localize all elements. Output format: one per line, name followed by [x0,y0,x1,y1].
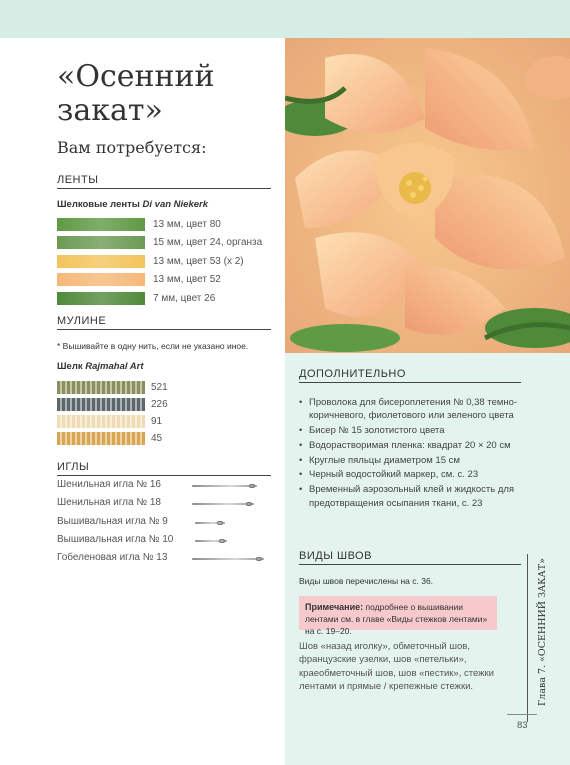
ribbon-item [57,291,215,305]
needle-eye [217,521,223,525]
needle-item [57,479,271,493]
floss-item [57,380,168,394]
page-number: 83 [517,720,528,731]
additional-heading: ДОПОЛНИТЕЛЬНО [299,368,521,383]
ribbon-item [57,236,262,250]
ribbon-label: 13 мм, цвет 52 [153,274,221,285]
needle-eye [246,502,252,506]
ribbon-swatch [57,218,145,231]
ribbon-item [57,217,221,231]
needle-item [57,552,271,566]
left-column [0,38,285,765]
floss-label: 45 [151,432,163,444]
needle-label: Вышивальная игла № 10 [57,533,174,545]
floss-swatch [57,415,145,428]
ribbons-heading: ЛЕНТЫ [57,174,271,189]
ribbons-brand-name: Di van Niekerk [142,199,208,210]
stitches-heading: ВИДЫ ШВОВ [299,550,521,565]
floss-brand-name: Rajmahal Art [85,361,144,372]
needle-label: Вышивальная игла № 9 [57,515,168,527]
needle-illustration [192,485,257,487]
additional-item: • Проволока для бисероплетения № 0,38 темно-коричневого, фиолетового или зеленого цвета [299,396,521,423]
floss-item [57,397,168,411]
ribbon-item [57,273,221,287]
chapter-label [537,558,551,706]
stitches-note: Виды швов перечислены на с. 36. [299,576,434,586]
floss-item [57,414,162,428]
additional-item: • Временный аэрозольный клей и жидкость для предотвращения осыпания ткани, с. 23 [299,483,521,510]
stitches-body: Шов «назад иголку», обметочный шов, французские узелки, шов «петельки», краеобметочный шов, шов «пестик», стежки лентами и прямые / крепежные стежки. [299,641,494,692]
needle-label: Шенильная игла № 18 [57,497,161,509]
additional-item: • Бисер № 15 золотистого цвета [299,424,521,437]
page-number-rule [507,714,537,715]
floss-label: 91 [151,415,163,427]
floss-note: * Вышивайте в одну нить, если не указано иное. [57,341,249,351]
additional-item: • Круглые пяльцы диаметром 15 см [299,454,521,467]
ribbon-label: 13 мм, цвет 53 (x 2) [153,255,244,267]
needles-heading: ИГЛЫ [57,461,271,476]
additional-item: • Водорастворимая пленка: квадрат 20 × 20 см [299,439,521,452]
floss-brand [57,361,144,372]
floss-label: 521 [151,381,168,393]
floss-brand-prefix: Шелк [57,361,86,372]
page-title: «Осенний закат» [57,59,215,128]
needle-illustration [195,540,227,542]
needle-label: Гобеленовая игла № 13 [57,552,168,564]
needle-illustration [192,503,254,505]
needle-eye [249,484,255,488]
ribbon-item [57,254,244,268]
floss-label: 226 [151,398,168,410]
note-callout [299,596,497,636]
callout-label: Примечание: [305,602,364,612]
right-column [285,38,570,765]
additional-item: • Черный водостойкий маркер, см. с. 23 [299,468,521,481]
chapter-divider [527,554,528,722]
floss-item [57,431,162,445]
chapter-label-text: Глава 7. «ОСЕННИЙ ЗАКАТ» [537,558,548,706]
floss-swatch [57,398,145,411]
floss-swatch [57,381,145,394]
floss-swatch [57,432,145,445]
ribbons-brand-prefix: Шелковые ленты [57,199,143,210]
needle-illustration [195,522,225,524]
needle-item [57,497,271,511]
ribbon-swatch [57,292,145,305]
needle-item [57,534,271,548]
ribbons-brand [57,199,208,210]
needle-eye [256,557,262,561]
needle-label: Шенильная игла № 16 [57,479,161,490]
top-band [0,0,570,38]
rose-photo [285,38,570,353]
ribbon-label: 7 мм, цвет 26 [153,292,216,304]
floss-heading: МУЛИНЕ [57,315,271,330]
needle-illustration [192,558,264,560]
needle-eye [219,539,225,543]
ribbon-label: 13 мм, цвет 80 [153,218,221,230]
ribbon-label: 15 мм, цвет 24, органза [153,237,263,248]
ribbon-swatch [57,273,145,286]
ribbon-rose-image [285,38,570,353]
needle-item [57,516,271,530]
ribbon-swatch [57,255,145,268]
materials-subtitle: Вам потребуется: [57,138,207,157]
additional-list [299,396,521,511]
callout-text: подробнее о вышивании лентами см. в главе «Виды стежков лентами» на с. 19–20. [305,602,488,636]
ribbon-swatch [57,236,145,249]
